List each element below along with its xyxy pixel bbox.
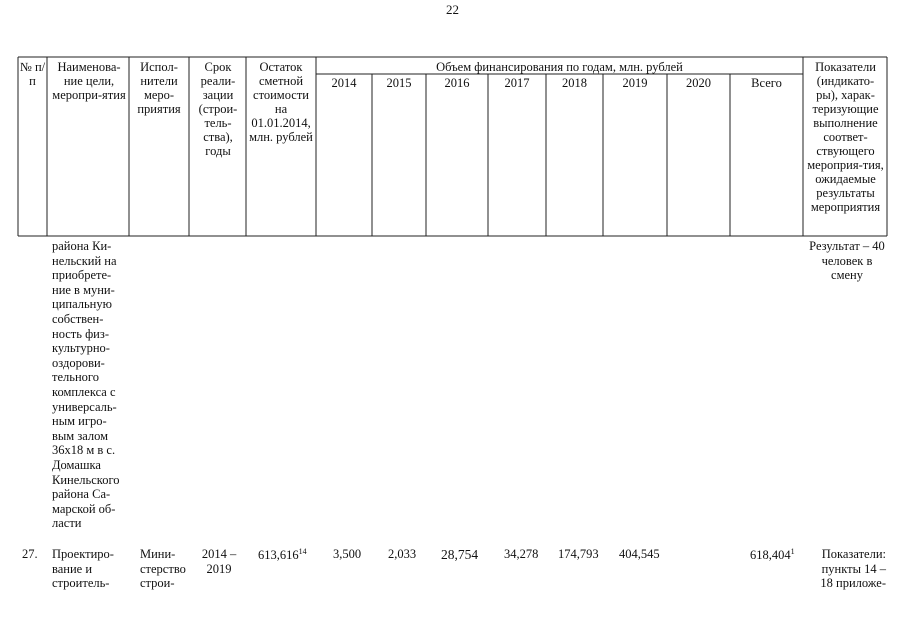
row27-value-2019: 404,545	[619, 547, 660, 561]
header-indicators: Показатели (индикато-ры), харак-теризующие выполнение соответ-ствующего мероприя-тия, ожидаемые результаты мероприятия	[807, 60, 884, 214]
row27-name: Проектиро-вание и строитель-	[52, 547, 114, 591]
row27-value-2015: 2,033	[388, 547, 417, 561]
header-exec: Испол-нители меро-приятия	[137, 60, 181, 116]
row27-num: 27.	[22, 547, 38, 561]
year-2018: 2018	[562, 76, 587, 90]
row27-indicator: Показатели: пункты 14 – 18 приложе-	[820, 547, 886, 591]
row27-value-2018: 174,793	[558, 547, 599, 561]
year-2016: 2016	[444, 76, 470, 90]
row27-rest-note: 14	[298, 547, 307, 556]
header-name: Наименова-ние цели, меропри-ятия	[52, 60, 126, 102]
year-2019: 2019	[622, 76, 648, 90]
continued-row-name: района Ки-нельский на приобрете-ние в муни-ципальную собствен-ность физ-культурно-оздорови-тельного комплекса с универсаль-ным игро-вым залом 36х18 м в с. Домашка Кинельского района Са-марской об-ласти	[52, 239, 120, 531]
header-term: Срок реали-зации (строи-тель-ства), годы	[198, 60, 238, 158]
row27-rest-value: 613,616	[258, 548, 299, 563]
header-financing: Объем финансирования по годам, млн. рублей	[436, 60, 683, 74]
year-2020: 2020	[686, 76, 711, 90]
row27-exec: Мини-стерство строи-	[140, 547, 186, 591]
row27-value-2014: 3,500	[333, 547, 362, 561]
year-total: Всего	[751, 76, 782, 90]
row27-term: 2014 – 2019	[201, 547, 237, 576]
row27-rest	[258, 547, 307, 563]
header-rest: Остаток сметной стоимости на 01.01.2014, млн. рублей	[249, 60, 313, 144]
continued-row-indicator: Результат – 40 человек в смену	[809, 239, 885, 283]
row27-total-note: 1	[790, 547, 795, 556]
year-2015: 2015	[386, 76, 412, 90]
row27-value-2016: 28,754	[441, 547, 479, 562]
year-2014: 2014	[331, 76, 357, 90]
row27-total	[750, 547, 795, 563]
page-number: 22	[446, 2, 459, 17]
header-num: № п/п	[19, 60, 46, 88]
row27-value-2017: 34,278	[504, 547, 539, 561]
row27-total-value: 618,404	[750, 548, 791, 563]
year-2017: 2017	[504, 76, 530, 90]
